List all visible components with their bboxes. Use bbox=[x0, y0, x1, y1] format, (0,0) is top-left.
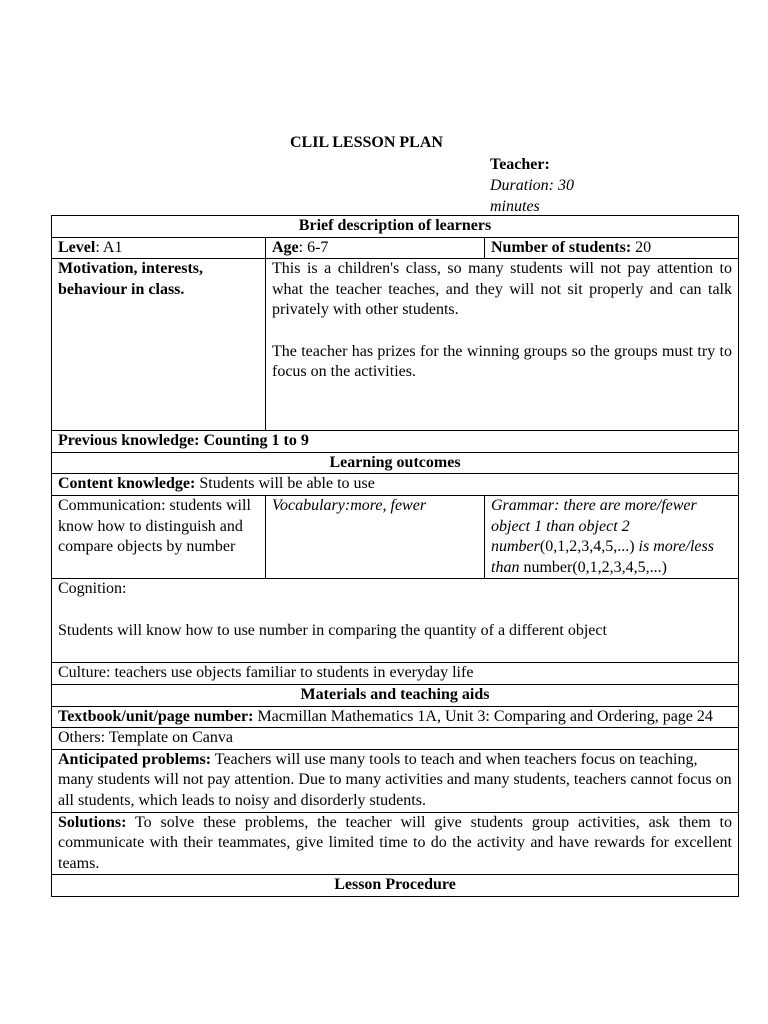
students-cell bbox=[485, 237, 739, 259]
solutions-label: Solutions: bbox=[58, 813, 127, 831]
level-label: Level bbox=[58, 238, 96, 256]
vocabulary-text: Vocabulary:more, fewer bbox=[272, 496, 427, 514]
problems-label: Anticipated problems: bbox=[58, 750, 212, 768]
table-row bbox=[52, 259, 739, 431]
textbook-cell bbox=[52, 706, 739, 728]
table-row bbox=[52, 684, 739, 706]
document-title: CLIL LESSON PLAN bbox=[290, 134, 443, 151]
cognition-text: Students will know how to use number in comparing the quantity of a different object bbox=[58, 621, 607, 639]
duration-line-1: Duration: 30 bbox=[490, 177, 574, 194]
table-row bbox=[52, 663, 739, 685]
solutions-cell bbox=[52, 812, 739, 875]
table-row bbox=[52, 474, 739, 496]
content-knowledge-cell bbox=[52, 474, 739, 496]
table-row bbox=[52, 749, 739, 812]
others-cell: Others: Template on Canva bbox=[52, 728, 739, 750]
table-row bbox=[52, 812, 739, 875]
table-row bbox=[52, 495, 739, 578]
motivation-label-line-1: Motivation, interests, bbox=[58, 260, 204, 278]
cognition-cell bbox=[52, 579, 739, 663]
level-cell bbox=[52, 237, 266, 259]
previous-knowledge-cell bbox=[52, 431, 739, 453]
motivation-paragraph-2: The teacher has prizes for the winning groups so the groups must try to focus on the activities. bbox=[272, 342, 732, 381]
section-heading-outcomes: Learning outcomes bbox=[52, 452, 739, 474]
duration-line-2: minutes bbox=[490, 198, 540, 215]
grammar-text-2: is more/less than bbox=[491, 538, 714, 576]
motivation-paragraph-1: This is a children's class, so many students will not pay attention to what the teacher teaches, and they will not sit properly and can talk privately with other students. bbox=[272, 260, 732, 319]
header-meta bbox=[490, 154, 600, 217]
section-heading-materials: Materials and teaching aids bbox=[52, 684, 739, 706]
table-row bbox=[52, 579, 739, 663]
previous-knowledge: Previous knowledge: Counting 1 to 9 bbox=[58, 432, 309, 450]
age-cell bbox=[266, 237, 485, 259]
grammar-numbers-1: (0,1,2,3,4,5,...) bbox=[539, 538, 635, 556]
content-knowledge-label: Content knowledge: bbox=[58, 475, 196, 493]
motivation-label-line-2: behaviour in class. bbox=[58, 280, 185, 298]
vocabulary-cell bbox=[266, 495, 485, 578]
table-row bbox=[52, 875, 739, 897]
communication-cell: Communication: students will know how to distinguish and compare objects by number bbox=[52, 495, 266, 578]
students-label: Number of students: bbox=[491, 238, 632, 256]
grammar-text-3: number bbox=[523, 558, 573, 576]
teacher-label: Teacher: bbox=[490, 156, 550, 173]
culture-cell: Culture: teachers use objects familiar to students in everyday life bbox=[52, 663, 739, 685]
solutions-value: To solve these problems, the teacher will give students group activities, ask them to communicate with their teammates, give limited time to do the activity and have rewards for excellent teams. bbox=[58, 813, 732, 872]
students-value: 20 bbox=[631, 238, 652, 256]
motivation-text-cell bbox=[266, 259, 739, 431]
level-value: : A1 bbox=[95, 238, 123, 256]
cognition-label: Cognition: bbox=[58, 580, 127, 598]
age-label: Age bbox=[272, 238, 299, 256]
age-value: : 6-7 bbox=[298, 238, 329, 256]
section-heading-learners: Brief description of learners bbox=[52, 216, 739, 238]
lesson-plan-table bbox=[51, 215, 739, 897]
table-row bbox=[52, 216, 739, 238]
table-row bbox=[52, 706, 739, 728]
table-row bbox=[52, 237, 739, 259]
section-heading-procedure: Lesson Procedure bbox=[52, 875, 739, 897]
motivation-label-cell bbox=[52, 259, 266, 431]
textbook-value: Macmillan Mathematics 1A, Unit 3: Comparing and Ordering, page 24 bbox=[253, 707, 713, 725]
grammar-numbers-2: (0,1,2,3,4,5,...) bbox=[572, 558, 667, 576]
grammar-cell bbox=[485, 495, 739, 578]
content-knowledge-value: Students will be able to use bbox=[195, 475, 375, 493]
table-row bbox=[52, 452, 739, 474]
problems-value: Teachers will use many tools to teach and when teachers focus on teaching, many students will not pay attention. Due to many activities and many students, teachers cannot focus on all students, which leads to noisy and disorderly students. bbox=[58, 750, 732, 809]
grammar-text-1: Grammar: there are more/fewer object 1 than object 2 number bbox=[491, 496, 697, 556]
problems-cell bbox=[52, 749, 739, 812]
table-row bbox=[52, 728, 739, 750]
table-row bbox=[52, 431, 739, 453]
textbook-label: Textbook/unit/page number: bbox=[58, 707, 254, 725]
